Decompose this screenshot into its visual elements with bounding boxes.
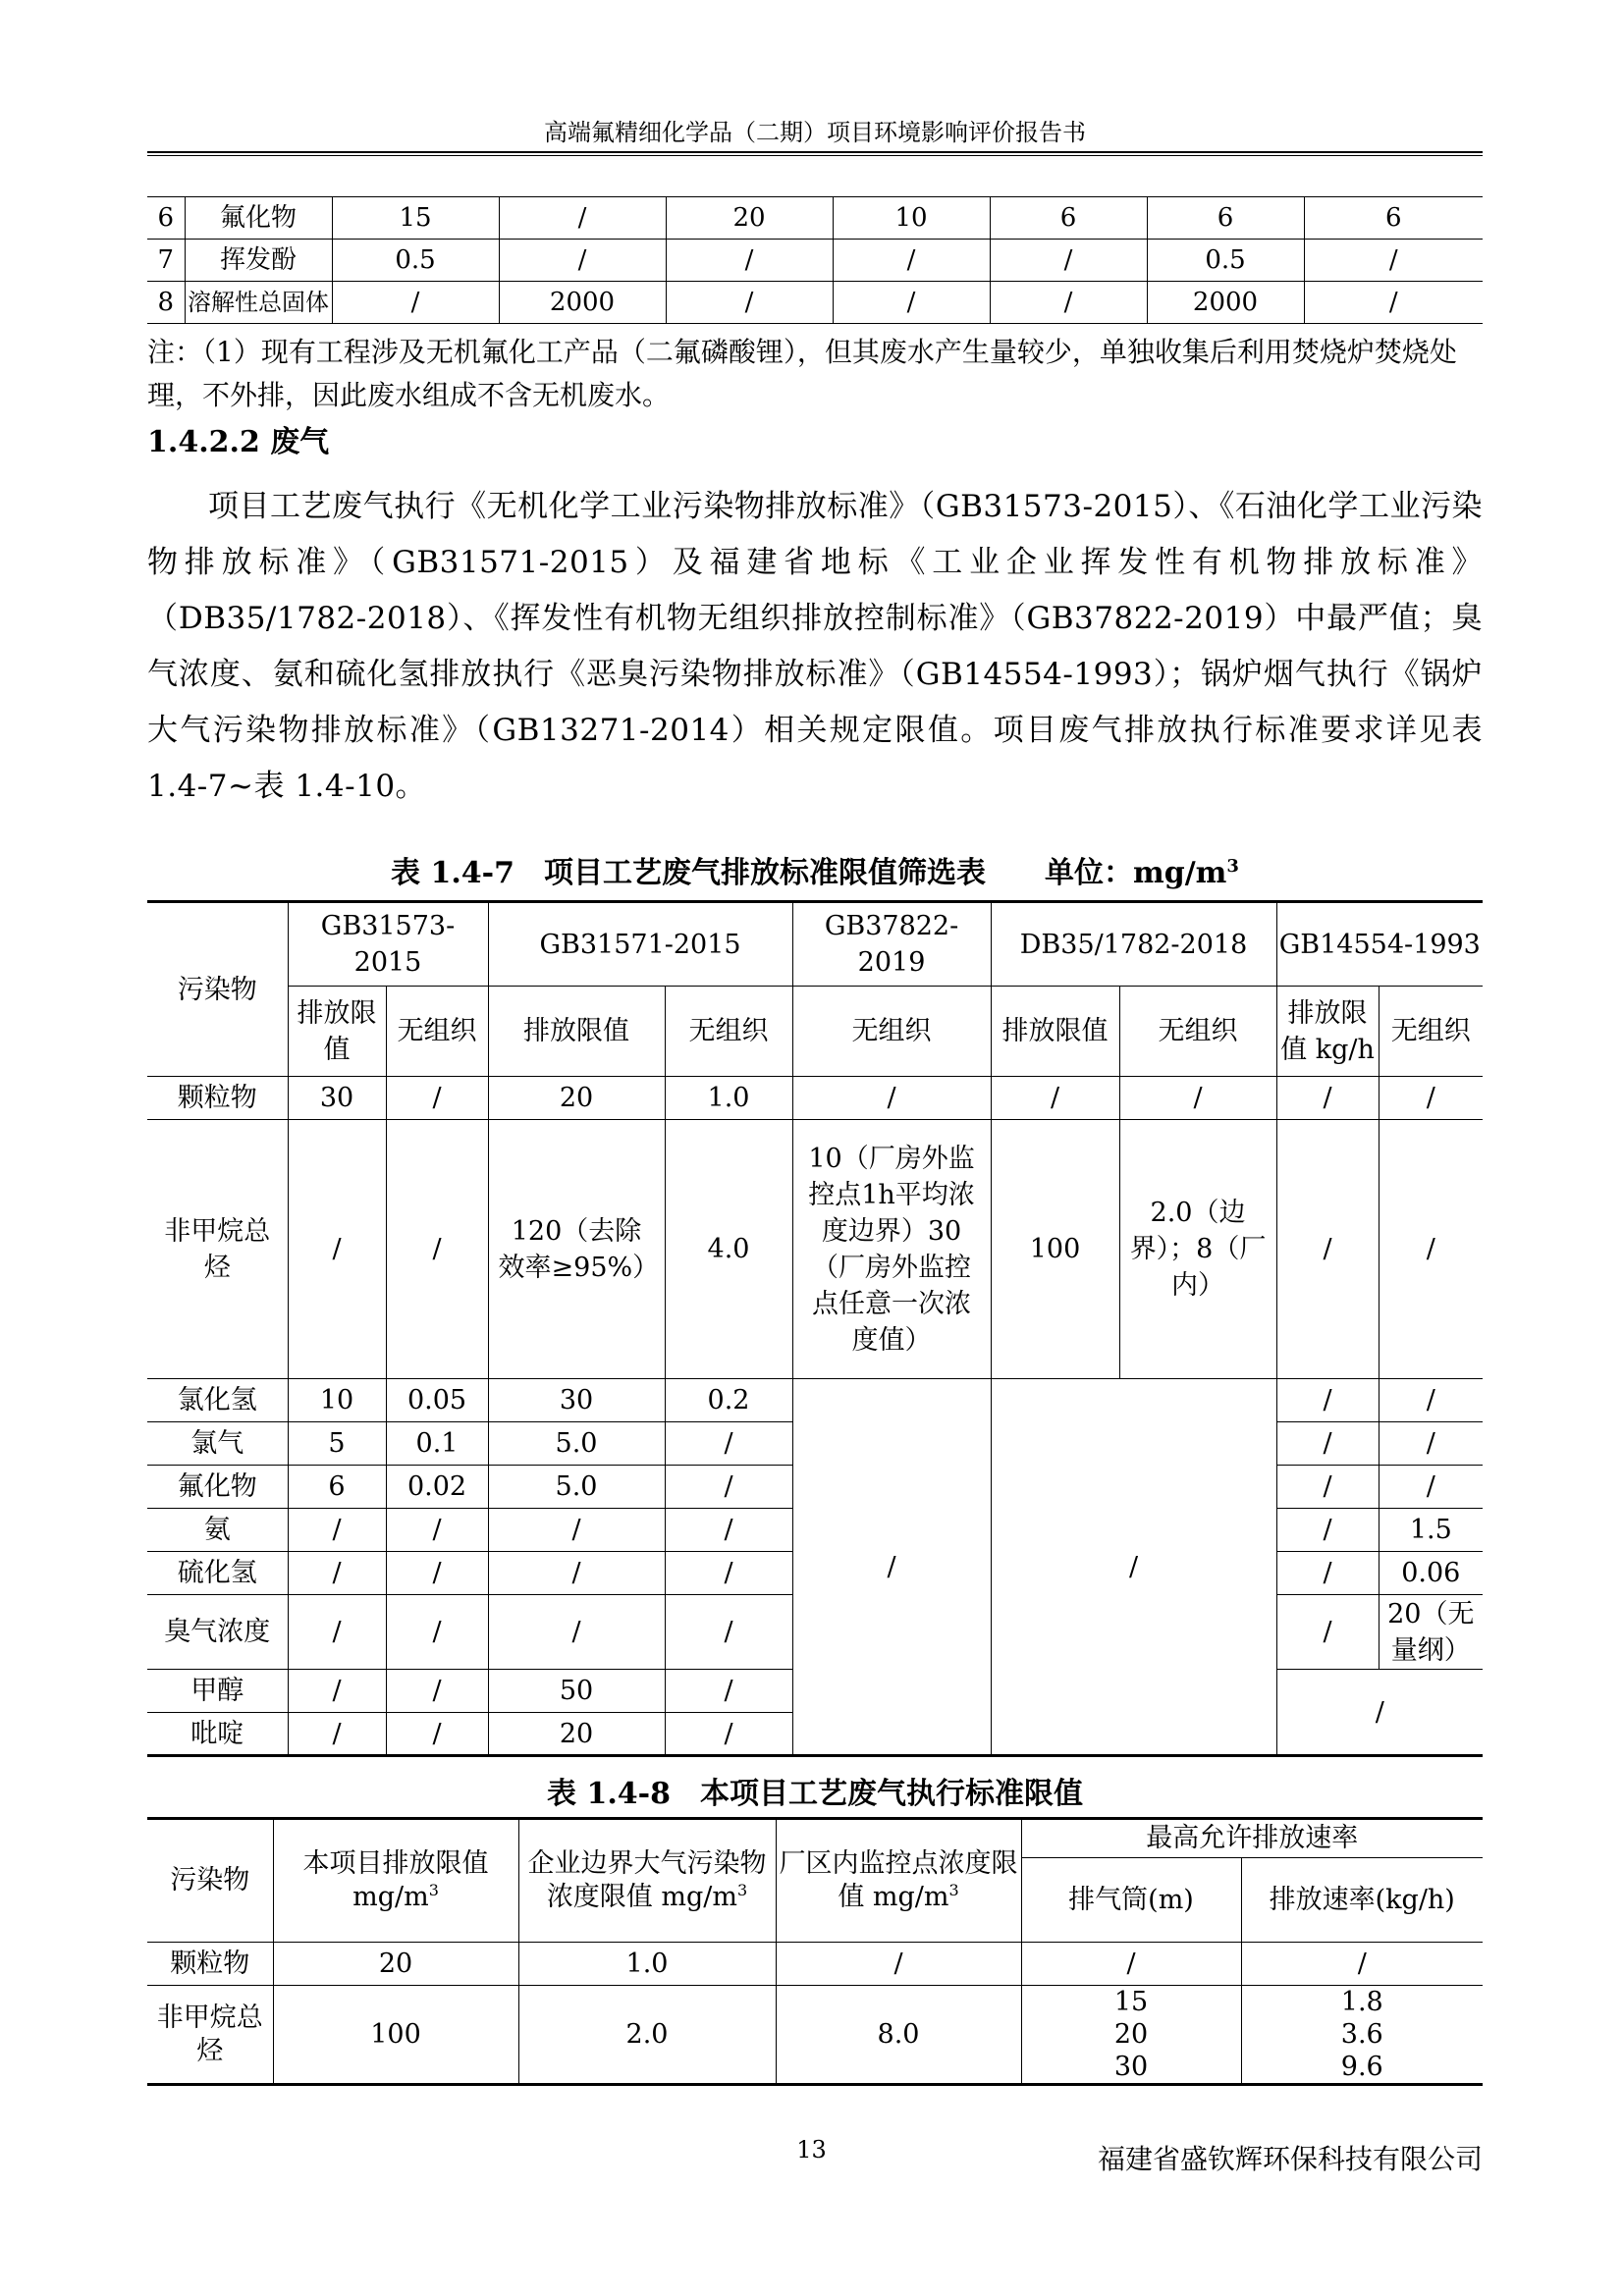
t7-cell: 100	[991, 1120, 1119, 1379]
row-number: 6	[147, 197, 185, 240]
t7-cell: /	[991, 1077, 1119, 1120]
t7-cell: /	[1379, 1466, 1483, 1509]
t8-header-stack: 排气筒(m)	[1021, 1858, 1241, 1943]
t8-cell: 20	[273, 1943, 518, 1986]
t8-header-limit-sup: 3	[428, 1881, 439, 1899]
t8-stack-value: 15	[1113, 1987, 1149, 2017]
t7-row-label: 臭气浓度	[147, 1595, 288, 1670]
t7-cell: /	[1119, 1077, 1276, 1120]
table-row	[147, 197, 1483, 240]
table-cell: /	[833, 282, 990, 324]
t7-cell: /	[665, 1713, 792, 1756]
t7-cell: 120（去除效率≥95%）	[488, 1120, 665, 1379]
t8-nmhc-limit: 100	[273, 1986, 518, 2085]
t7-subheader: 排放限值	[488, 987, 665, 1077]
t8-header-boundary	[518, 1819, 776, 1943]
t7-subheader: 排放限值	[991, 987, 1119, 1077]
t7-cell: /	[665, 1466, 792, 1509]
t7-cell: /	[665, 1552, 792, 1595]
t8-row-label: 颗粒物	[147, 1943, 273, 1986]
t7-cell: /	[1379, 1120, 1483, 1379]
t7-cell: /	[1276, 1379, 1379, 1422]
t7-row-label: 氨	[147, 1509, 288, 1552]
t7-cell: /	[288, 1595, 386, 1670]
t7-cell: /	[1276, 1466, 1379, 1509]
table-cell: /	[833, 240, 990, 282]
t7-cell: 1.0	[665, 1077, 792, 1120]
t7-cell: 30	[288, 1077, 386, 1120]
t7-cell: /	[665, 1509, 792, 1552]
table-8	[147, 1817, 1483, 2086]
header-rule	[147, 151, 1483, 153]
t8-header-inplant-sup: 3	[948, 1881, 959, 1899]
t7-header-std-4: DB35/1782-2018	[991, 902, 1276, 987]
t7-header-std-2: GB31571-2015	[488, 902, 792, 987]
t7-cell: /	[386, 1077, 488, 1120]
header-rule-thin	[147, 155, 1483, 156]
t8-cell: /	[776, 1943, 1021, 1986]
t7-cell: 0.2	[665, 1379, 792, 1422]
t7-cell: /	[386, 1509, 488, 1552]
t7-row-label: 非甲烷总烃	[147, 1120, 288, 1379]
t8-header-inplant-text: 厂区内监控点浓度限值 mg/m	[779, 1848, 1018, 1912]
t7-header-std-1: GB31573-2015	[288, 902, 488, 987]
t7-cell: 0.05	[386, 1379, 488, 1422]
t7-cell: 4.0	[665, 1120, 792, 1379]
t7-header-pollutant: 污染物	[147, 902, 288, 1077]
t8-header-pollutant: 污染物	[147, 1819, 273, 1943]
t7-cell: 20（无量纲）	[1379, 1595, 1483, 1670]
table-cell: 6	[990, 197, 1147, 240]
t8-stack-value: 30	[1113, 2052, 1149, 2082]
table-cell: 0.5	[1147, 240, 1304, 282]
t7-cell: /	[386, 1120, 488, 1379]
t7-cell: /	[288, 1713, 386, 1756]
t7-subheader: 无组织	[665, 987, 792, 1077]
t7-cell: /	[1276, 1595, 1379, 1670]
wastewater-table-continuation	[147, 196, 1483, 324]
table-cell: 20	[666, 197, 833, 240]
t7-cell: /	[488, 1552, 665, 1595]
t7-cell: 30	[488, 1379, 665, 1422]
table-cell: 0.5	[332, 240, 499, 282]
t7-merged-gb14554: /	[1276, 1670, 1483, 1756]
t7-cell: /	[1276, 1552, 1379, 1595]
t8-rate-value: 3.6	[1340, 2019, 1383, 2050]
table-note: 注：（1）现有工程涉及无机氟化工产品（二氟磷酸锂），但其废水产生量较少，单独收集后利用焚烧炉焚烧处理，不外排，因此废水组成不含无机废水。	[147, 336, 1457, 411]
table-cell: 2000	[1147, 282, 1304, 324]
table-7-caption	[147, 854, 1483, 893]
t7-cell: /	[386, 1552, 488, 1595]
table-row	[147, 282, 1483, 324]
table-cell: /	[332, 282, 499, 324]
table-cell: /	[990, 282, 1147, 324]
t8-nmhc-rates	[1241, 1986, 1483, 2085]
t7-subheader: 无组织	[1379, 987, 1483, 1077]
t7-cell: /	[665, 1670, 792, 1713]
section-heading: 1.4.2.2 废气	[147, 425, 330, 459]
t7-cell: 5.0	[488, 1466, 665, 1509]
t8-header-rate: 最高允许排放速率	[1021, 1819, 1483, 1858]
t8-rate-value: 1.8	[1340, 1987, 1383, 2017]
t7-cell: /	[1379, 1422, 1483, 1466]
table-cell: 10	[833, 197, 990, 240]
t8-cell: /	[1241, 1943, 1483, 1986]
t7-row-label: 颗粒物	[147, 1077, 288, 1120]
table-cell: 6	[1147, 197, 1304, 240]
table-cell: /	[666, 282, 833, 324]
t7-cell: /	[1276, 1120, 1379, 1379]
t7-cell: /	[1276, 1077, 1379, 1120]
t8-rate-value: 9.6	[1340, 2052, 1383, 2082]
table-7-caption-text: 表 1.4-7 项目工艺废气排放标准限值筛选表 单位：mg/m	[391, 856, 1227, 890]
t7-cell: /	[1379, 1077, 1483, 1120]
t7-row-label: 硫化氢	[147, 1552, 288, 1595]
t7-cell: /	[665, 1595, 792, 1670]
t7-row-label: 甲醇	[147, 1670, 288, 1713]
table-cell: /	[499, 197, 666, 240]
page-number: 13	[796, 2136, 827, 2163]
t7-cell: /	[488, 1509, 665, 1552]
t8-header-boundary-text: 企业边界大气污染物浓度限值 mg/m	[527, 1848, 767, 1912]
t7-cell: 50	[488, 1670, 665, 1713]
t7-row-label: 氯气	[147, 1422, 288, 1466]
t7-merged-db35: /	[991, 1379, 1276, 1756]
t7-row-label: 氟化物	[147, 1466, 288, 1509]
t7-cell: 2.0（边界）；8（厂内）	[1119, 1120, 1276, 1379]
table-cell: /	[990, 240, 1147, 282]
t7-header-std-5: GB14554-1993	[1276, 902, 1483, 987]
table-cell: 挥发酚	[185, 240, 332, 282]
footer-company: 福建省盛钦辉环保科技有限公司	[1097, 2143, 1483, 2175]
table-8-caption: 表 1.4-8 本项目工艺废气执行标准限值	[547, 1777, 1083, 1811]
t8-header-boundary-sup: 3	[736, 1881, 748, 1899]
t7-cell: 5	[288, 1422, 386, 1466]
t7-subheader: 无组织	[792, 987, 991, 1077]
t7-cell: /	[665, 1422, 792, 1466]
t7-row-label: 吡啶	[147, 1713, 288, 1756]
table-7-caption-sup: 3	[1226, 856, 1239, 877]
t7-cell: /	[386, 1713, 488, 1756]
t8-cell: 1.0	[518, 1943, 776, 1986]
t7-cell: /	[288, 1670, 386, 1713]
t7-cell: 10	[288, 1379, 386, 1422]
t8-stack-value: 20	[1113, 2019, 1149, 2050]
t8-header-limit	[273, 1819, 518, 1943]
table-cell: /	[1304, 240, 1483, 282]
t7-cell: /	[288, 1552, 386, 1595]
t7-subheader: 无组织	[1119, 987, 1276, 1077]
t8-header-rate-kg: 排放速率(kg/h)	[1241, 1858, 1483, 1943]
t7-cell: /	[1276, 1509, 1379, 1552]
t7-subheader: 无组织	[386, 987, 488, 1077]
table-row	[147, 240, 1483, 282]
t7-header-std-3: GB37822-2019	[792, 902, 991, 987]
row-number: 8	[147, 282, 185, 324]
table-cell: /	[1304, 282, 1483, 324]
table-cell: 溶解性总固体	[185, 282, 332, 324]
t7-cell: /	[288, 1509, 386, 1552]
t8-cell: /	[1021, 1943, 1241, 1986]
table-cell: 6	[1304, 197, 1483, 240]
t8-nmhc-name: 非甲烷总烃	[147, 1986, 273, 2085]
t7-cell: /	[386, 1670, 488, 1713]
running-header: 高端氟精细化学品（二期）项目环境影响评价报告书	[544, 119, 1086, 146]
t7-subheader: 排放限值	[288, 987, 386, 1077]
t7-cell: 1.5	[1379, 1509, 1483, 1552]
body-paragraph: 项目工艺废气执行《无机化学工业污染物排放标准》（GB31573-2015）、《石油化学工业污染物排放标准》（GB31571-2015）及福建省地标《工业企业挥发性有机物排放标准》（DB35/1782-2018）、《挥发性有机物无组织排放控制标准》（GB37822-2019）中最严值；臭气浓度、氨和硫化氢排放执行《恶臭污染物排放标准》（GB14554-1993）；锅炉烟气执行《锅炉大气污染物排放标准》（GB13271-2014）相关规定限值。项目废气排放执行标准要求详见表 1.4-7~表 1.4-10。	[147, 489, 1483, 804]
t7-cell: /	[386, 1595, 488, 1670]
t7-cell: 5.0	[488, 1422, 665, 1466]
row-number: 7	[147, 240, 185, 282]
t7-cell: 20	[488, 1077, 665, 1120]
t8-nmhc-stacks	[1021, 1986, 1241, 2085]
t7-cell: 0.02	[386, 1466, 488, 1509]
table-cell: 氟化物	[185, 197, 332, 240]
t7-subheader: 排放限值 kg/h	[1276, 987, 1379, 1077]
t7-cell: 6	[288, 1466, 386, 1509]
table-cell: 15	[332, 197, 499, 240]
t7-cell: 10（厂房外监控点1h平均浓度边界）30（厂房外监控点任意一次浓度值）	[792, 1120, 991, 1379]
t7-cell: 0.1	[386, 1422, 488, 1466]
t8-header-inplant	[776, 1819, 1021, 1943]
t8-header-limit-text: 本项目排放限值 mg/m	[302, 1848, 489, 1912]
t7-row-label: 氯化氢	[147, 1379, 288, 1422]
t7-cell: /	[1379, 1379, 1483, 1422]
t7-cell: /	[792, 1077, 991, 1120]
t7-cell: /	[288, 1120, 386, 1379]
table-7	[147, 900, 1483, 1757]
t8-nmhc-inplant: 8.0	[776, 1986, 1021, 2085]
table-cell: 2000	[499, 282, 666, 324]
t8-nmhc-boundary: 2.0	[518, 1986, 776, 2085]
table-cell: /	[499, 240, 666, 282]
t7-cell: /	[1276, 1422, 1379, 1466]
t7-cell: /	[488, 1595, 665, 1670]
t7-merged-gb37822: /	[792, 1379, 991, 1756]
t7-cell: 0.06	[1379, 1552, 1483, 1595]
t7-cell: 20	[488, 1713, 665, 1756]
table-cell: /	[666, 240, 833, 282]
